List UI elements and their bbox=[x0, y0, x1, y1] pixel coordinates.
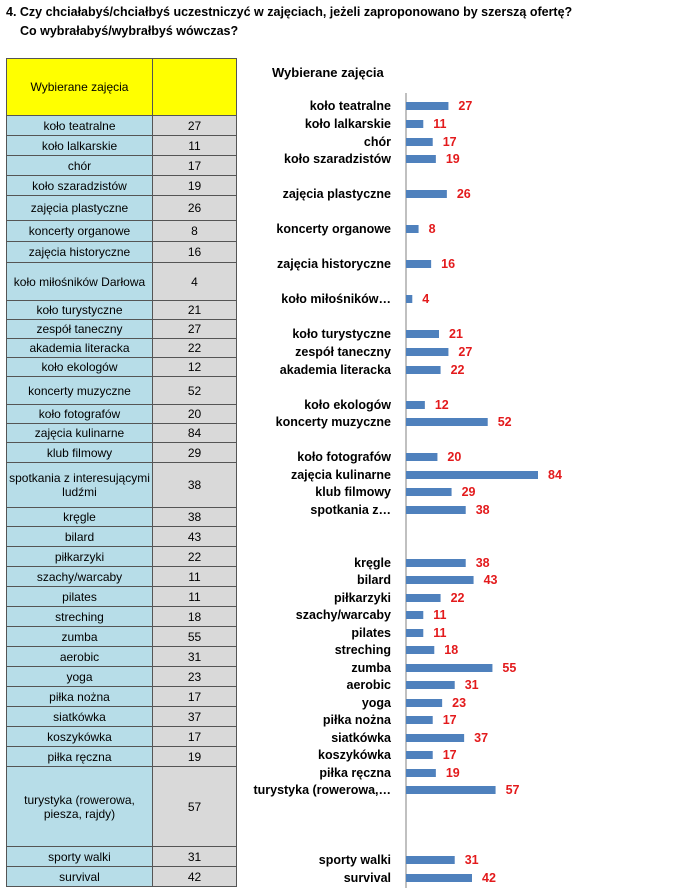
table-cell-name: siatkówka bbox=[7, 707, 153, 727]
bar bbox=[406, 506, 466, 514]
value-label: 57 bbox=[505, 783, 520, 797]
value-label: 31 bbox=[464, 853, 479, 867]
bar bbox=[406, 681, 455, 689]
bar bbox=[406, 190, 447, 198]
table-cell-value: 57 bbox=[153, 767, 237, 847]
bar bbox=[406, 120, 423, 128]
bar bbox=[406, 471, 538, 479]
chart-title: Wybierane zajęcia bbox=[272, 65, 384, 80]
bar bbox=[406, 874, 472, 882]
table-cell-value: 11 bbox=[153, 587, 237, 607]
table-cell-name: kręgle bbox=[7, 508, 153, 527]
value-label: 42 bbox=[482, 871, 496, 885]
bar bbox=[406, 155, 436, 163]
table-cell-name: koło fotografów bbox=[7, 405, 153, 424]
category-label: koło miłośników… bbox=[281, 292, 391, 306]
table-cell-value: 22 bbox=[153, 547, 237, 567]
category-label: szachy/warcaby bbox=[295, 608, 391, 622]
category-label: survival bbox=[343, 871, 391, 885]
question-line-1: 4. Czy chciałabyś/chciałbyś uczestniczyć w zajęciach, jeżeli zaproponowano by szerszą ofertę? bbox=[6, 5, 573, 19]
value-label: 12 bbox=[434, 398, 449, 412]
bar bbox=[406, 138, 433, 146]
table-cell-name: piłka nożna bbox=[7, 687, 153, 707]
table-cell-value: 18 bbox=[153, 607, 237, 627]
category-label: zespół taneczny bbox=[295, 345, 391, 359]
value-label: 55 bbox=[502, 661, 517, 675]
table-cell-name: pilates bbox=[7, 587, 153, 607]
category-label: zumba bbox=[351, 661, 391, 675]
table-cell-name: aerobic bbox=[7, 647, 153, 667]
value-label: 29 bbox=[461, 485, 476, 499]
table-cell-name: survival bbox=[7, 867, 153, 887]
category-label: spotkania z… bbox=[310, 503, 391, 517]
bar bbox=[406, 629, 423, 637]
table-cell-name: zajęcia plastyczne bbox=[7, 196, 153, 221]
bar bbox=[406, 488, 452, 496]
value-label: 21 bbox=[449, 327, 463, 341]
bar bbox=[406, 401, 425, 409]
value-label: 26 bbox=[456, 187, 471, 201]
value-label: 16 bbox=[441, 257, 456, 271]
table-cell-name: piłkarzyki bbox=[7, 547, 153, 567]
category-label: zajęcia plastyczne bbox=[282, 187, 391, 201]
table-cell-value: 37 bbox=[153, 707, 237, 727]
value-label: 17 bbox=[442, 135, 457, 149]
value-label: 38 bbox=[475, 556, 490, 570]
category-label: turystyka (rowerowa,… bbox=[253, 783, 391, 797]
bar bbox=[406, 225, 419, 233]
value-label: 17 bbox=[442, 748, 457, 762]
bar bbox=[406, 576, 474, 584]
bar bbox=[406, 260, 431, 268]
category-label: kręgle bbox=[354, 556, 391, 570]
table-cell-name: chór bbox=[7, 156, 153, 176]
table-cell-value: 42 bbox=[153, 867, 237, 887]
table-cell-value: 19 bbox=[153, 176, 237, 196]
category-label: koło teatralne bbox=[309, 99, 391, 113]
category-label: koło fotografów bbox=[297, 450, 391, 464]
value-label: 18 bbox=[444, 643, 459, 657]
table-cell-name: szachy/warcaby bbox=[7, 567, 153, 587]
table-cell-name: streching bbox=[7, 607, 153, 627]
category-label: akademia literacka bbox=[279, 363, 391, 377]
category-label: sporty walki bbox=[318, 853, 391, 867]
value-label: 43 bbox=[483, 573, 498, 587]
table-cell-value: 27 bbox=[153, 116, 237, 136]
bar bbox=[406, 856, 455, 864]
value-label: 27 bbox=[458, 345, 473, 359]
table-cell-name: koło teatralne bbox=[7, 116, 153, 136]
value-label: 27 bbox=[458, 99, 473, 113]
table-cell-name: spotkania z interesującymi ludźmi bbox=[7, 463, 153, 508]
table-cell-name: koło miłośników Darłowa bbox=[7, 263, 153, 301]
bar bbox=[406, 646, 434, 654]
category-label: chór bbox=[363, 135, 391, 149]
table-cell-name: bilard bbox=[7, 527, 153, 547]
table-cell-value: 4 bbox=[153, 263, 237, 301]
table-cell-name: koszykówka bbox=[7, 727, 153, 747]
table-cell-value: 31 bbox=[153, 647, 237, 667]
value-label: 31 bbox=[464, 678, 479, 692]
category-label: zajęcia kulinarne bbox=[290, 468, 391, 482]
table-cell-value: 43 bbox=[153, 527, 237, 547]
table-cell-name: koncerty organowe bbox=[7, 221, 153, 242]
table-cell-name: koncerty muzyczne bbox=[7, 377, 153, 405]
table-cell-value: 22 bbox=[153, 339, 237, 358]
table-cell-value: 20 bbox=[153, 405, 237, 424]
table-cell-value: 52 bbox=[153, 377, 237, 405]
category-label: siatkówka bbox=[331, 731, 391, 745]
table-cell-value: 38 bbox=[153, 508, 237, 527]
bar bbox=[406, 348, 448, 356]
table-cell-name: zumba bbox=[7, 627, 153, 647]
table-cell-value: 31 bbox=[153, 847, 237, 867]
category-label: koncerty muzyczne bbox=[275, 415, 391, 429]
category-label: koło lalkarskie bbox=[304, 117, 391, 131]
bar bbox=[406, 453, 437, 461]
value-label: 19 bbox=[445, 152, 460, 166]
table-cell-name: akademia literacka bbox=[7, 339, 153, 358]
value-label: 38 bbox=[475, 503, 490, 517]
bar bbox=[406, 734, 464, 742]
value-label: 22 bbox=[450, 591, 465, 605]
value-label: 11 bbox=[433, 608, 447, 622]
value-label: 11 bbox=[433, 626, 447, 640]
table-cell-name: koło szaradzistów bbox=[7, 176, 153, 196]
table-cell-name: koło lalkarskie bbox=[7, 136, 153, 156]
category-label: koło szaradzistów bbox=[284, 152, 391, 166]
table-cell-value: 11 bbox=[153, 567, 237, 587]
bar bbox=[406, 786, 496, 794]
value-label: 11 bbox=[433, 117, 447, 131]
bar bbox=[406, 716, 433, 724]
table-cell-name: turystyka (rowerowa, piesza, rajdy) bbox=[7, 767, 153, 847]
table-cell-value: 17 bbox=[153, 687, 237, 707]
category-label: koszykówka bbox=[318, 748, 391, 762]
bar bbox=[406, 769, 436, 777]
bar bbox=[406, 611, 423, 619]
value-label: 52 bbox=[497, 415, 512, 429]
category-label: pilates bbox=[351, 626, 391, 640]
category-label: bilard bbox=[356, 573, 391, 587]
category-label: koło ekologów bbox=[304, 398, 391, 412]
table-cell-value: 29 bbox=[153, 443, 237, 463]
bar bbox=[406, 295, 412, 303]
table-cell-value: 19 bbox=[153, 747, 237, 767]
question-line-2: Co wybrałabyś/wybrałbyś wówczas? bbox=[20, 24, 239, 38]
table-cell-value: 12 bbox=[153, 358, 237, 377]
bar bbox=[406, 664, 492, 672]
table-cell-value: 84 bbox=[153, 424, 237, 443]
table-cell-name: klub filmowy bbox=[7, 443, 153, 463]
table-cell-name: zespół taneczny bbox=[7, 320, 153, 339]
category-label: aerobic bbox=[346, 678, 391, 692]
table-cell-value: 16 bbox=[153, 242, 237, 263]
value-label: 37 bbox=[474, 731, 489, 745]
table-cell-value: 23 bbox=[153, 667, 237, 687]
value-label: 84 bbox=[548, 468, 562, 482]
value-label: 22 bbox=[450, 363, 465, 377]
category-label: zajęcia historyczne bbox=[277, 257, 391, 271]
table-cell-name: piłka ręczna bbox=[7, 747, 153, 767]
value-label: 19 bbox=[445, 766, 460, 780]
table-cell-name: zajęcia kulinarne bbox=[7, 424, 153, 443]
bar bbox=[406, 699, 442, 707]
table-cell-name: zajęcia historyczne bbox=[7, 242, 153, 263]
value-label: 8 bbox=[428, 222, 436, 236]
category-label: koncerty organowe bbox=[276, 222, 391, 236]
bar bbox=[406, 330, 439, 338]
table-header: Wybierane zajęcia bbox=[7, 59, 153, 116]
table-cell-value: 8 bbox=[153, 221, 237, 242]
bar bbox=[406, 559, 466, 567]
table-cell-value: 17 bbox=[153, 156, 237, 176]
chart-marks bbox=[253, 99, 561, 885]
bar bbox=[406, 751, 433, 759]
category-label: koło turystyczne bbox=[292, 327, 391, 341]
category-label: yoga bbox=[361, 696, 391, 710]
value-label: 4 bbox=[422, 292, 430, 306]
category-label: klub filmowy bbox=[315, 485, 391, 499]
category-label: piłkarzyki bbox=[334, 591, 391, 605]
bar bbox=[406, 102, 448, 110]
category-label: piłka nożna bbox=[322, 713, 391, 727]
table-cell-name: sporty walki bbox=[7, 847, 153, 867]
table-cell-value: 17 bbox=[153, 727, 237, 747]
bar bbox=[406, 366, 441, 374]
table-cell-value: 21 bbox=[153, 301, 237, 320]
table-cell-name: koło ekologów bbox=[7, 358, 153, 377]
table-cell-name: yoga bbox=[7, 667, 153, 687]
category-label: streching bbox=[334, 643, 391, 657]
table-cell-name: koło turystyczne bbox=[7, 301, 153, 320]
bar bbox=[406, 418, 488, 426]
category-label: piłka ręczna bbox=[319, 766, 391, 780]
value-label: 20 bbox=[447, 450, 462, 464]
value-label: 17 bbox=[442, 713, 457, 727]
table-cell-value: 27 bbox=[153, 320, 237, 339]
bar bbox=[406, 594, 441, 602]
table-cell-value: 11 bbox=[153, 136, 237, 156]
table-cell-value: 55 bbox=[153, 627, 237, 647]
value-label: 23 bbox=[452, 696, 467, 710]
table-cell-value: 38 bbox=[153, 463, 237, 508]
table-cell-value: 26 bbox=[153, 196, 237, 221]
